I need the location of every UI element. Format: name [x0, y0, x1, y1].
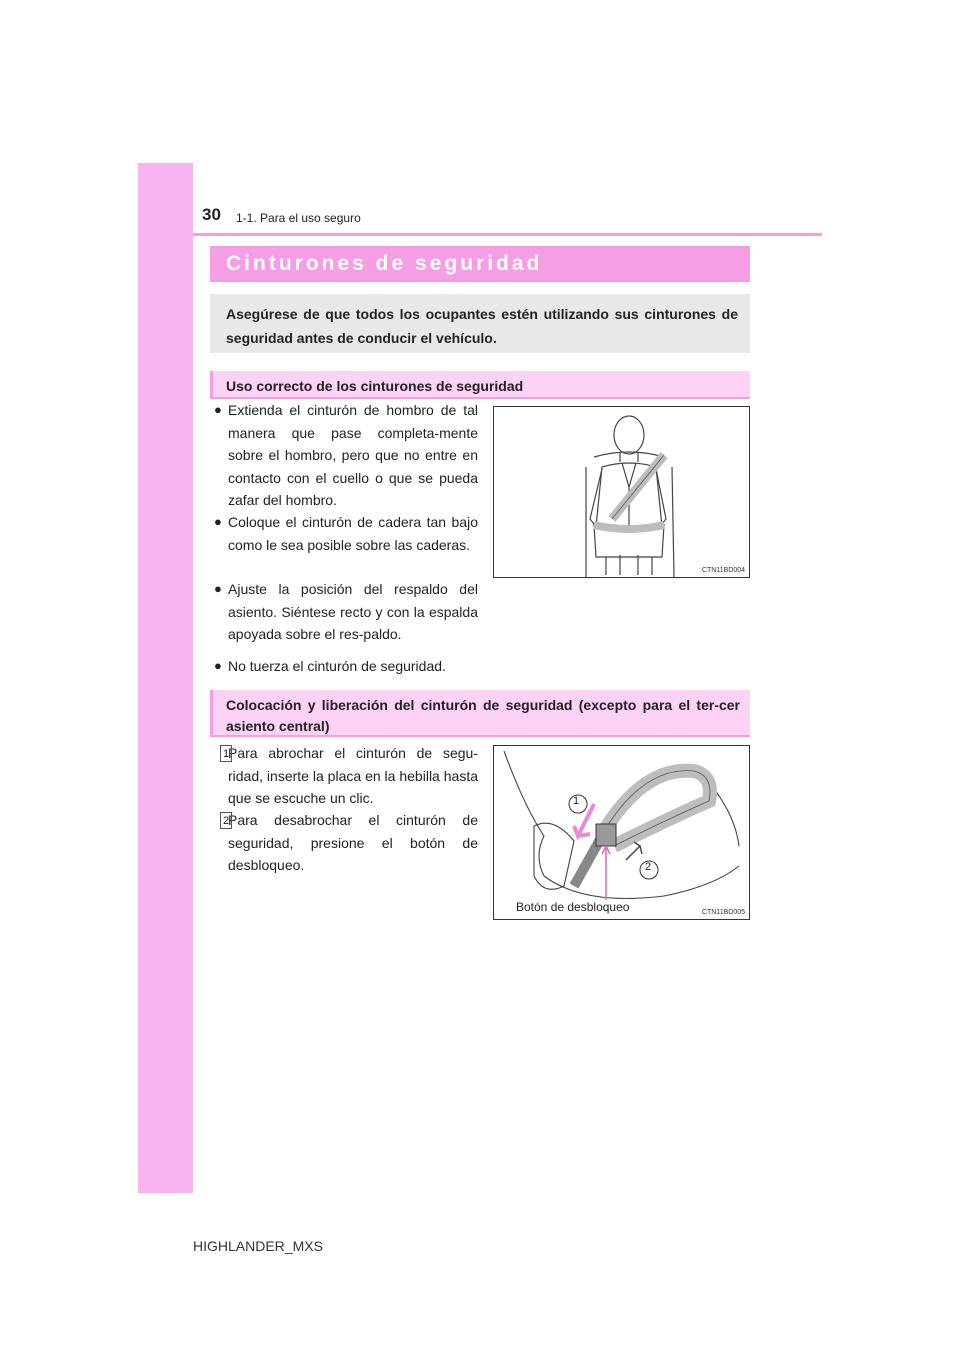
bullet-icon: ●	[214, 514, 222, 529]
footer-model: HIGHLANDER_MXS	[193, 1238, 323, 1254]
header-rule	[193, 233, 822, 236]
side-tab-bar	[138, 163, 193, 1193]
step-item-2	[214, 809, 478, 877]
callout-1: 1	[573, 795, 580, 807]
page-title: Cinturones de seguridad	[226, 252, 543, 275]
page-number: 30	[202, 205, 221, 224]
step-number-1: 1	[220, 745, 232, 762]
subheading-fasten-release	[210, 690, 750, 737]
bullet-text-2: Coloque el cinturón de cadera tan bajo como le sea posible sobre las caderas.	[228, 514, 478, 553]
title-bar	[210, 246, 750, 282]
bullet-item-2	[214, 511, 478, 556]
bullet-item-3	[214, 578, 478, 646]
subheading-fasten-release-text: Colocación y liberación del cinturón de seguridad (excepto para el ter-cer asiento central)	[226, 697, 740, 734]
step-text-2: Para desabrochar el cinturón de seguridad, presione el botón de desbloqueo.	[228, 812, 478, 873]
step-text-1: Para abrochar el cinturón de segu-ridad, inserte la placa en la hebilla hasta que se escuche un clic.	[228, 745, 478, 806]
intro-text: Asegúrese de que todos los ocupantes estén utilizando sus cinturones de seguridad antes de conducir el vehículo.	[226, 306, 738, 346]
bullet-text-1: Extienda el cinturón de hombro de tal manera que pase completa-mente sobre el hombro, pero que no entre en contacto con el cuello o que se pueda zafar del hombro.	[228, 402, 478, 508]
bullet-text-3: Ajuste la posición del respaldo del asiento. Siéntese recto y con la espalda apoyada sobre el res-paldo.	[228, 581, 478, 642]
figure-code: CTN11BD004	[701, 567, 745, 574]
figure-seated-passenger	[493, 406, 750, 578]
seated-passenger-illustration	[494, 407, 749, 577]
buckle-illustration	[494, 746, 749, 919]
bullet-icon: ●	[214, 402, 222, 417]
figure-code: CTN11BD005	[701, 909, 745, 916]
section-path: 1-1. Para el uso seguro	[236, 211, 361, 225]
bullet-text-4: No tuerza el cinturón de seguridad.	[228, 658, 446, 674]
bullet-icon: ●	[214, 581, 222, 596]
bullet-item-4	[214, 655, 478, 678]
subheading-correct-use-text: Uso correcto de los cinturones de seguridad	[226, 378, 524, 394]
step-item-1	[214, 742, 478, 810]
release-button-label: Botón de desbloqueo	[516, 900, 630, 914]
bullet-icon: ●	[214, 658, 222, 673]
intro-box	[210, 294, 750, 353]
step-number-2: 2	[220, 812, 232, 829]
callout-2: 2	[645, 861, 652, 873]
subheading-correct-use	[210, 371, 750, 399]
bullet-item-1	[214, 399, 478, 512]
figure-buckle	[493, 745, 750, 920]
